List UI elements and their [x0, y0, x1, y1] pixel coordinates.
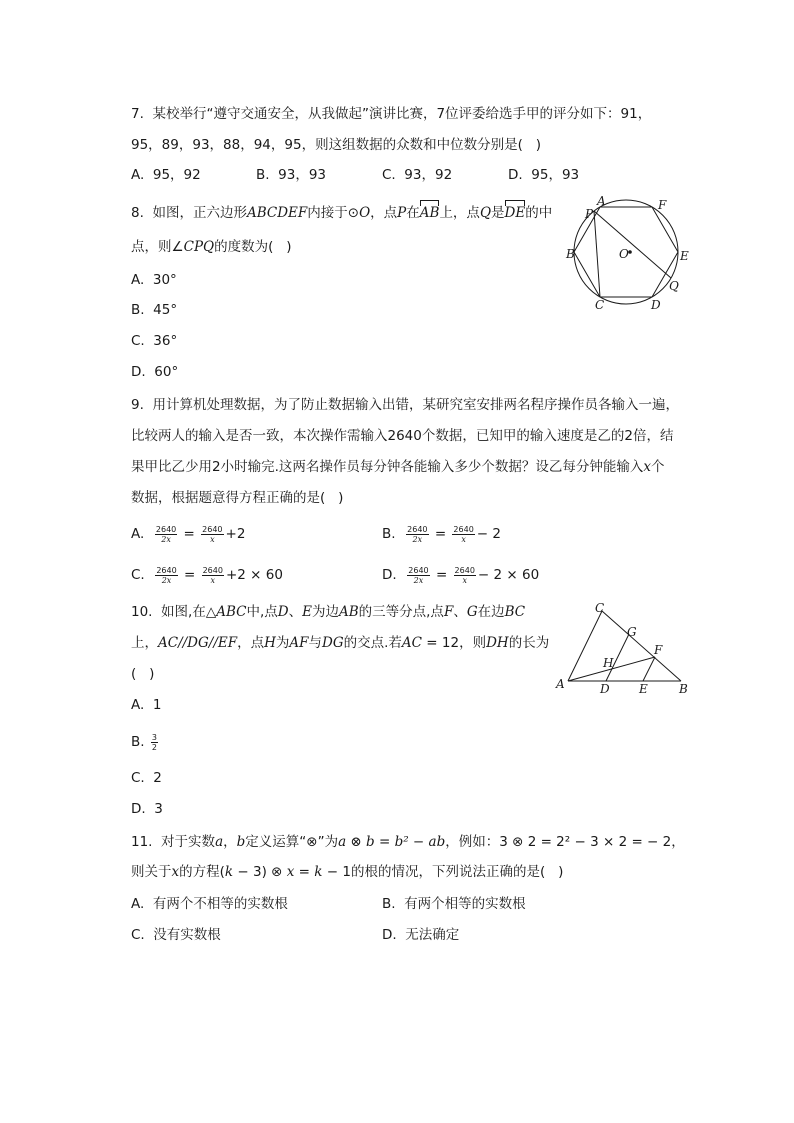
svg-text:F: F	[658, 198, 667, 212]
svg-text:D: D	[651, 298, 661, 312]
svg-text:E: E	[639, 682, 648, 696]
q8-option-a: A. 30°	[131, 272, 177, 288]
q7-option-b: B. 93，93	[256, 167, 326, 183]
svg-text:B: B	[566, 247, 575, 261]
svg-text:A: A	[597, 194, 606, 208]
q10-triangle-figure	[550, 595, 700, 700]
q7-option-c: C. 93，92	[382, 167, 453, 183]
q11-option-b: B. 有两个相等的实数根	[382, 896, 526, 912]
q8-option-c: C. 36°	[131, 333, 178, 349]
q11-option-d: D. 无法确定	[382, 927, 460, 943]
svg-text:B: B	[679, 682, 688, 696]
q7-option-d: D. 95，93	[508, 167, 580, 183]
q7-option-a: A. 95，92	[131, 167, 201, 183]
q10-option-a: A. 1	[131, 697, 162, 713]
q9-line3: 果甲比乙少用2小时输完.这两名操作员每分钟各能输入多少个数据？设乙每分钟能输入x个	[131, 459, 665, 475]
q11-option-a: A. 有两个不相等的实数根	[131, 896, 288, 912]
q9-option-d: D. $\frac{2640}{2x}$ = $\frac{2640}{x}$ − 2 × 60	[382, 565, 540, 585]
svg-text:E: E	[680, 249, 689, 263]
q9-option-a: A. $\frac{2640}{2x}$ = $\frac{2640}{x}$ +2	[131, 524, 246, 544]
q11-line2: 则关于x的方程(k − 3) ⊗ x = k − 1的根的情况，下列说法正确的是( )	[131, 864, 564, 880]
q7-line1: 7. 某校举行“遵守交通安全，从我做起”演讲比赛，7位评委给选手甲的评分如下：91，	[131, 106, 652, 122]
q10-option-c: C. 2	[131, 770, 162, 786]
q11-option-c: C. 没有实数根	[131, 927, 221, 943]
q8-line2: 点，则∠CPQ的度数为( )	[131, 239, 292, 255]
q9-option-b: B. $\frac{2640}{2x}$ = $\frac{2640}{x}$ − 2	[382, 524, 501, 544]
q10-line3: ( )	[131, 666, 155, 682]
q7-line2: 95，89，93，88，94，95，则这组数据的众数和中位数分别是( )	[131, 137, 541, 153]
q9-line1: 9. 用计算机处理数据，为了防止数据输入出错，某研究室安排两名程序操作员各输入一遍，	[131, 397, 679, 413]
q9-line4: 数据，根据题意得方程正确的是( )	[131, 490, 344, 506]
q10-option-b: B. $\frac{3}{2}$	[131, 732, 157, 752]
svg-text:F: F	[654, 643, 663, 657]
svg-text:Q: Q	[669, 279, 679, 293]
q9-line2: 比较两人的输入是否一致，本次操作需输入2640个数据，已知甲的输入速度是乙的2倍，结	[131, 428, 674, 444]
q11-line1: 11. 对于实数a，b定义运算“⊗”为a ⊗ b = b² − ab，例如：3 ⊗ 2 = 2² − 3 × 2 = − 2，	[131, 834, 685, 850]
svg-text:C: C	[595, 298, 605, 312]
svg-text:A: A	[556, 677, 565, 691]
q10-option-d: D. 3	[131, 801, 163, 817]
q8-line1: 8. 如图，正六边形ABCDEF内接于⊙O，点P在AB上，点Q是DE的中	[131, 205, 553, 221]
svg-text:G: G	[627, 625, 637, 639]
svg-text:O: O	[619, 247, 629, 261]
q10-line1: 10. 如图,在△ABC中,点D、E为边AB的三等分点,点F、G在边BC	[131, 604, 526, 620]
q8-hexagon-figure	[555, 190, 705, 320]
svg-text:P: P	[585, 207, 594, 221]
q8-option-d: D. 60°	[131, 364, 179, 380]
q9-option-c: C. $\frac{2640}{2x}$ = $\frac{2640}{x}$ +2 × 60	[131, 565, 283, 585]
q8-option-b: B. 45°	[131, 302, 178, 318]
svg-text:H: H	[603, 656, 614, 670]
svg-text:C: C	[595, 601, 605, 615]
q10-line2: 上，AC//DG//EF，点H为AF与DG的交点.若AC = 12，则DH的长为	[131, 635, 550, 651]
svg-text:D: D	[600, 682, 610, 696]
